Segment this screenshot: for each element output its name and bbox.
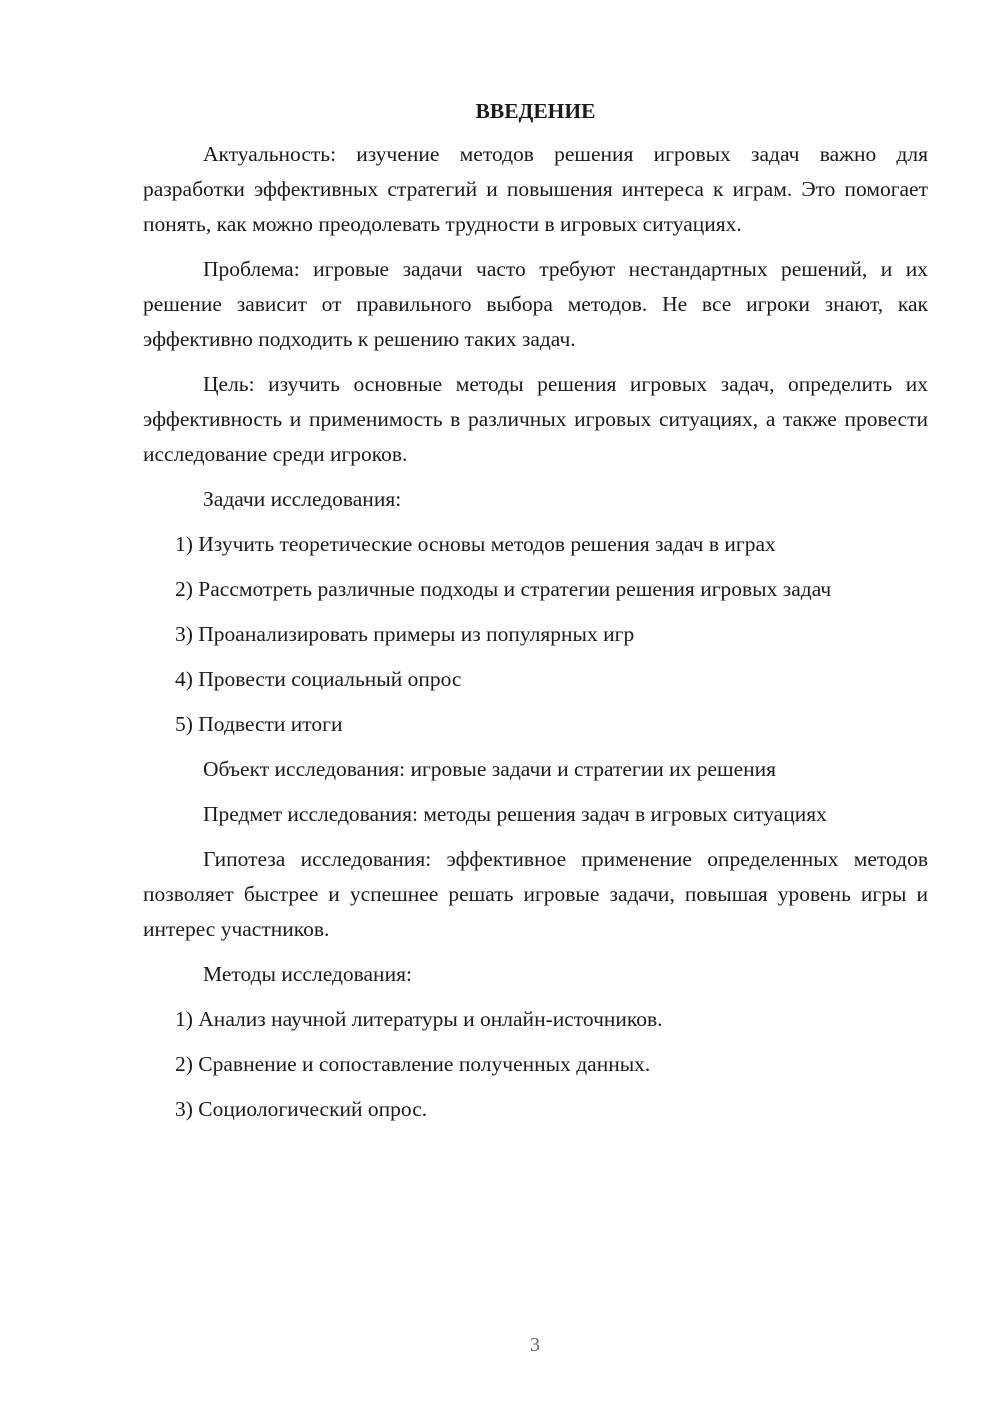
tasks-heading: Задачи исследования:	[203, 487, 402, 511]
method-item-2: 2) Сравнение и сопоставление полученных данных.	[175, 1052, 651, 1076]
task-item-5: 5) Подвести итоги	[175, 712, 343, 736]
goal-paragraph: Цель: изучить основные методы решения игровых задач, определить их эффективность и применимость в различных игровых ситуациях, а также провести исследование среди игроков.	[143, 372, 928, 466]
task-item-3: 3) Проанализировать примеры из популярных игр	[175, 622, 635, 646]
problem-paragraph: Проблема: игровые задачи часто требуют нестандартных решений, и их решение зависит от правильного выбора методов. Не все игроки знают, как эффективно подходить к решению таких задач.	[143, 257, 928, 351]
method-item-1: 1) Анализ научной литературы и онлайн-источников.	[175, 1007, 663, 1031]
section-title: ВВЕДЕНИЕ	[475, 99, 596, 123]
method-item-3: 3) Социологический опрос.	[175, 1097, 428, 1121]
document-page	[143, 96, 928, 1137]
task-item-2: 2) Рассмотреть различные подходы и стратегии решения игровых задач	[175, 577, 832, 601]
relevance-paragraph: Актуальность: изучение методов решения игровых задач важно для разработки эффективных стратегий и повышения интереса к играм. Это помогает понять, как можно преодолевать трудности в игровых ситуациях.	[143, 142, 928, 236]
hypothesis-paragraph: Гипотеза исследования: эффективное применение определенных методов позволяет быстрее и успешнее решать игровые задачи, повышая уровень игры и интерес участников.	[143, 847, 928, 941]
subject-paragraph: Предмет исследования: методы решения задач в игровых ситуациях	[203, 802, 827, 826]
object-paragraph: Объект исследования: игровые задачи и стратегии их решения	[203, 757, 777, 781]
task-item-4: 4) Провести социальный опрос	[175, 667, 462, 691]
methods-heading: Методы исследования:	[203, 962, 412, 986]
task-item-1: 1) Изучить теоретические основы методов решения задач в играх	[175, 532, 776, 556]
page-number: 3	[530, 1334, 540, 1356]
